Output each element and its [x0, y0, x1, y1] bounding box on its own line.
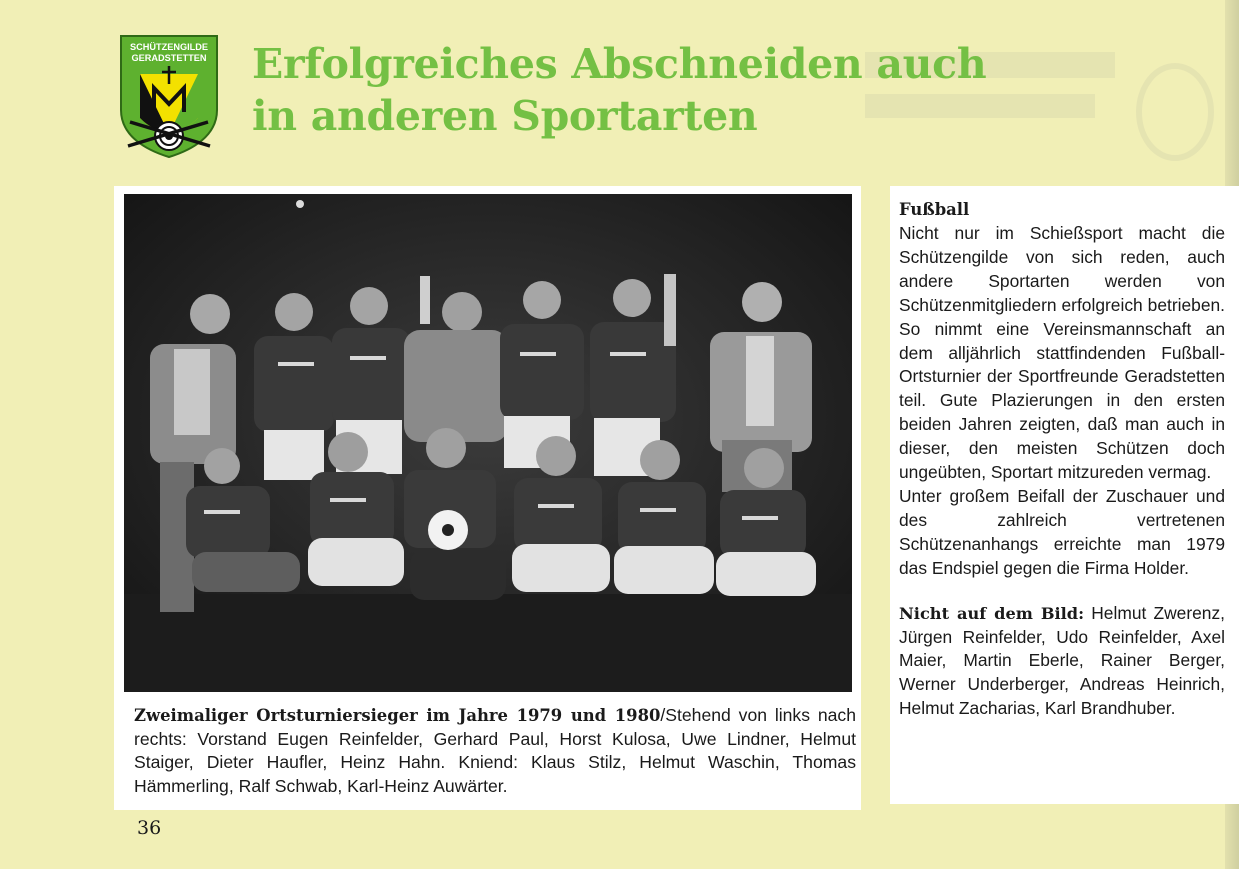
sidebar-text-card	[890, 186, 1239, 804]
photo-caption-title: Zweimaliger Ortsturniersieger im Jahre 1979 und 1980	[134, 706, 661, 725]
sidebar-heading: Fußball	[899, 200, 970, 219]
page-number: 36	[137, 817, 162, 839]
page-title-line-1: Erfolgreiches Abschneiden auch	[252, 40, 987, 88]
team-photo	[124, 194, 852, 692]
page-title	[252, 38, 986, 142]
sidebar-absent-label: Nicht auf dem Bild:	[899, 603, 1085, 623]
club-crest-logo	[118, 32, 220, 160]
photo-card	[114, 186, 861, 810]
photo-caption-names: /Stehend von links nach rechts: Vorstand Eugen Reinfelder, Gerhard Paul, Horst Kulosa, Uwe Lindner, Helmut Staiger, Dieter Haufler, Heinz Hahn. Kniend: Klaus Stilz, Helmut Waschin, Thomas Hämmerling, Ralf Schwab, Karl-Heinz Auwärter.	[134, 705, 856, 796]
sidebar-absent-names: Helmut Zwerenz, Jürgen Reinfelder, Udo Reinfelder, Axel Maier, Martin Eberle, Rainer Berger, Werner Underberger, Andreas Heinrich, Helmut Zacharias, Karl Brandhuber.	[899, 602, 1225, 719]
crest-text-bottom: GERADSTETTEN	[131, 53, 207, 63]
sidebar-gap	[899, 581, 1225, 602]
sidebar-absent-players	[899, 602, 1225, 722]
page-title-line-2: in anderen Sportarten	[252, 92, 758, 140]
sidebar-text	[899, 198, 1225, 721]
sidebar-paragraph-1: Nicht nur im Schießsport macht die Schützengilde von sich reden, auch andere Sportarten werden von Schützenmitgliedern erfolgreich betrieben. So nimmt eine Vereinsmannschaft an dem alljährlich stattfindenden Fußball-Ortsturnier der Sportfreunde Geradstetten teil. Gute Plazierungen in den ersten beiden Jahren zeigten, daß man auch in dieser, den meisten Schützen doch ungeübten, Sportart mitzureden vermag.	[899, 223, 1225, 483]
photo-caption	[134, 704, 856, 798]
crest-text-top: SCHÜTZENGILDE	[129, 42, 209, 52]
sidebar-paragraph-2: Unter großem Beifall der Zuschauer und des zahlreich vertretenen Schützenanhangs erreichte man 1979 das Endspiel gegen die Firma Holder.	[899, 485, 1225, 578]
